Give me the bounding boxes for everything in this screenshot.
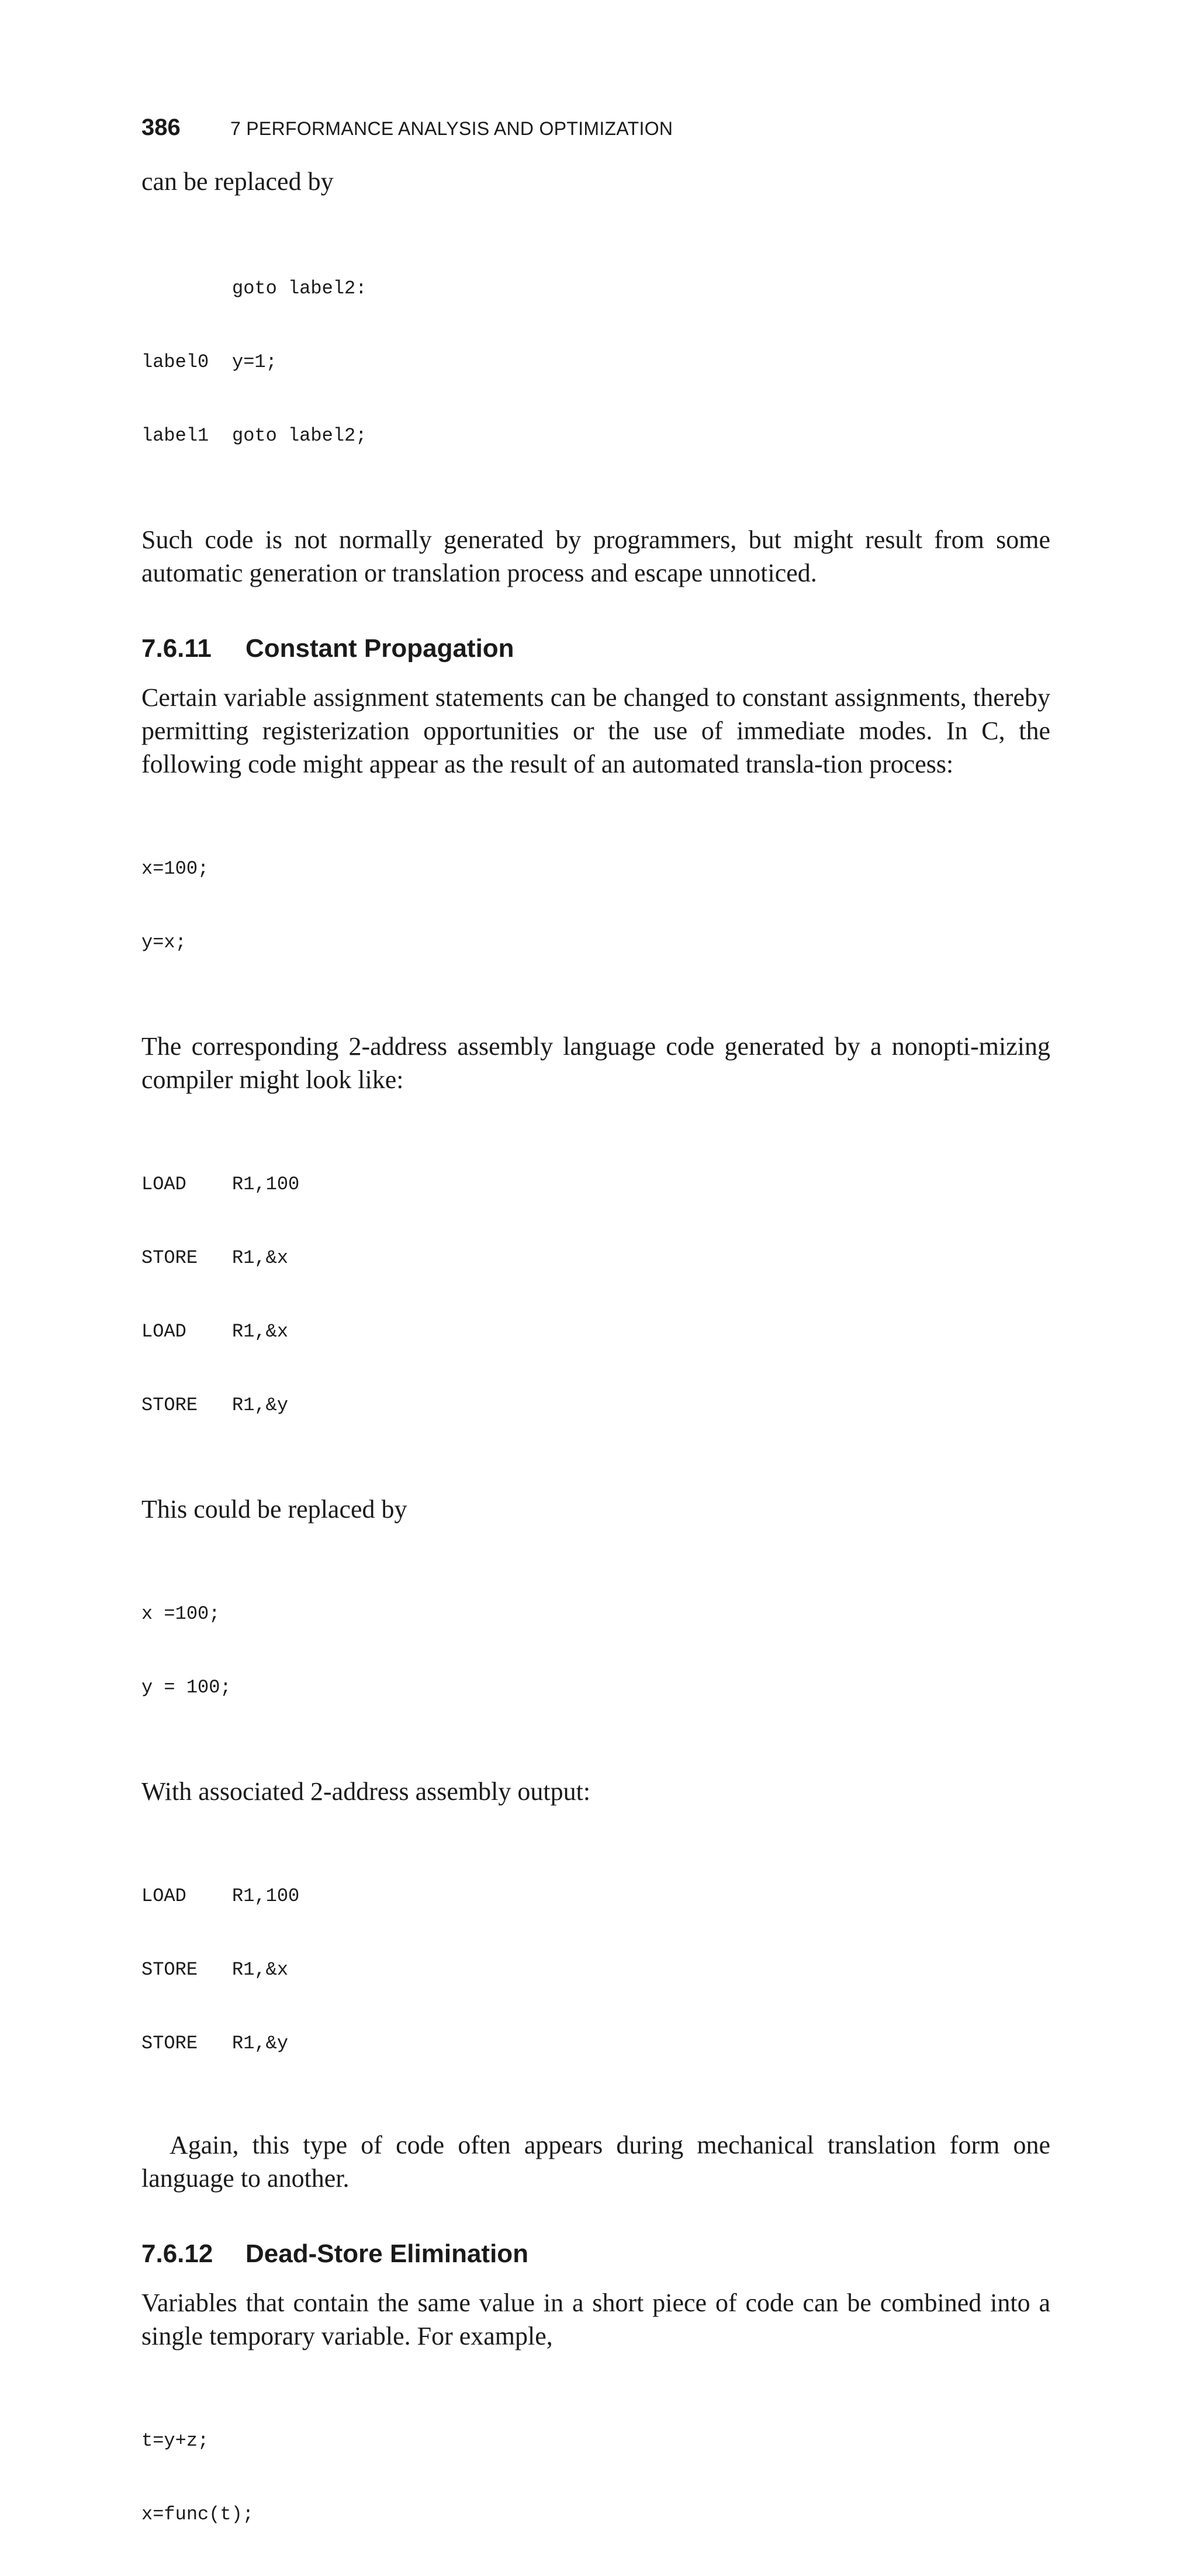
- opcode: STORE: [141, 1394, 198, 1416]
- code-line: y=x;: [141, 932, 186, 953]
- chapter-title: 7 PERFORMANCE ANALYSIS AND OPTIMIZATION: [230, 118, 673, 139]
- code-block-c-assign: [141, 808, 1050, 1004]
- operands: R1,&x: [232, 1247, 289, 1269]
- paragraph-such-code: Such code is not normally generated by programmers, but might result from some automatic generation or translation process and escape unnoticed.: [141, 525, 1050, 587]
- code-line: [141, 276, 1050, 301]
- section-number: 7.6.11: [141, 634, 212, 663]
- opcode: STORE: [141, 2033, 198, 2054]
- paragraph-again: Again, this type of code often appears during mechanical translation form one language to another.: [141, 2131, 1050, 2193]
- opcode: STORE: [141, 1247, 198, 1269]
- code-line: x =100;: [141, 1603, 220, 1625]
- paragraph-with-associated: With associated 2-address assembly output:: [141, 1777, 591, 1806]
- code-line: [141, 1884, 1050, 1909]
- code-block-assembly-1: [141, 1123, 1050, 1467]
- opcode: LOAD: [141, 1321, 186, 1342]
- operands: R1,100: [232, 1885, 300, 1907]
- section-heading-constant-propagation: [141, 634, 1050, 663]
- code-line: [141, 1246, 1050, 1270]
- code-line: [141, 2031, 1050, 2056]
- code-block-c-constant: [141, 1553, 1050, 1749]
- section-number: 7.6.12: [141, 2239, 213, 2268]
- code-line: [141, 1172, 1050, 1197]
- code-block-goto: [141, 227, 1050, 497]
- opcode: STORE: [141, 1959, 198, 1981]
- section-title: Constant Propagation: [245, 634, 514, 663]
- code-line: [141, 350, 1050, 375]
- operands: R1,100: [232, 1173, 300, 1195]
- code-label: label0: [141, 351, 209, 373]
- code-line: t=y+z;: [141, 2430, 209, 2452]
- operands: R1,&y: [232, 2033, 289, 2054]
- operands: R1,&x: [232, 1321, 289, 1342]
- section-heading-dead-store-elimination: [141, 2239, 1050, 2269]
- running-head: [141, 115, 1050, 147]
- operands: R1,&x: [232, 1959, 289, 1981]
- opcode: LOAD: [141, 1885, 186, 1907]
- paragraph-certain: Certain variable assignment statements can be changed to constant assignments, thereby permitting registerization opportunities or the use of immediate modes. In C, the following code might appear as the result of an automated transla-tion process:: [141, 683, 1050, 778]
- paragraph-corresponding: The corresponding 2-address assembly language code generated by a nonopti-mizing compiler might look like:: [141, 1032, 1050, 1094]
- code-text: y=1;: [232, 351, 277, 373]
- opcode: LOAD: [141, 1173, 186, 1195]
- code-label: label1: [141, 425, 209, 446]
- code-line: [141, 424, 1050, 448]
- operands: R1,&y: [232, 1394, 289, 1416]
- code-line: x=func(t);: [141, 2504, 254, 2525]
- paragraph-variables: Variables that contain the same value in a short piece of code can be combined into a single temporary variable. For example,: [141, 2288, 1050, 2350]
- section-title: Dead-Store Elimination: [245, 2239, 529, 2268]
- code-text: goto label2;: [232, 425, 367, 446]
- code-line: [141, 1393, 1050, 1418]
- paragraph-this-could: This could be replaced by: [141, 1495, 407, 1524]
- code-line: y = 100;: [141, 1677, 231, 1698]
- code-text: goto label2:: [232, 278, 367, 299]
- code-label: [141, 276, 232, 301]
- code-block-temp-var: [141, 2380, 1050, 2576]
- code-line: [141, 1958, 1050, 1982]
- page-number: 386: [141, 115, 181, 140]
- paragraph-intro: can be replaced by: [141, 167, 334, 196]
- code-line: [141, 1320, 1050, 1344]
- page: [141, 115, 1050, 2576]
- code-line: x=100;: [141, 858, 209, 880]
- code-block-assembly-2: [141, 1835, 1050, 2105]
